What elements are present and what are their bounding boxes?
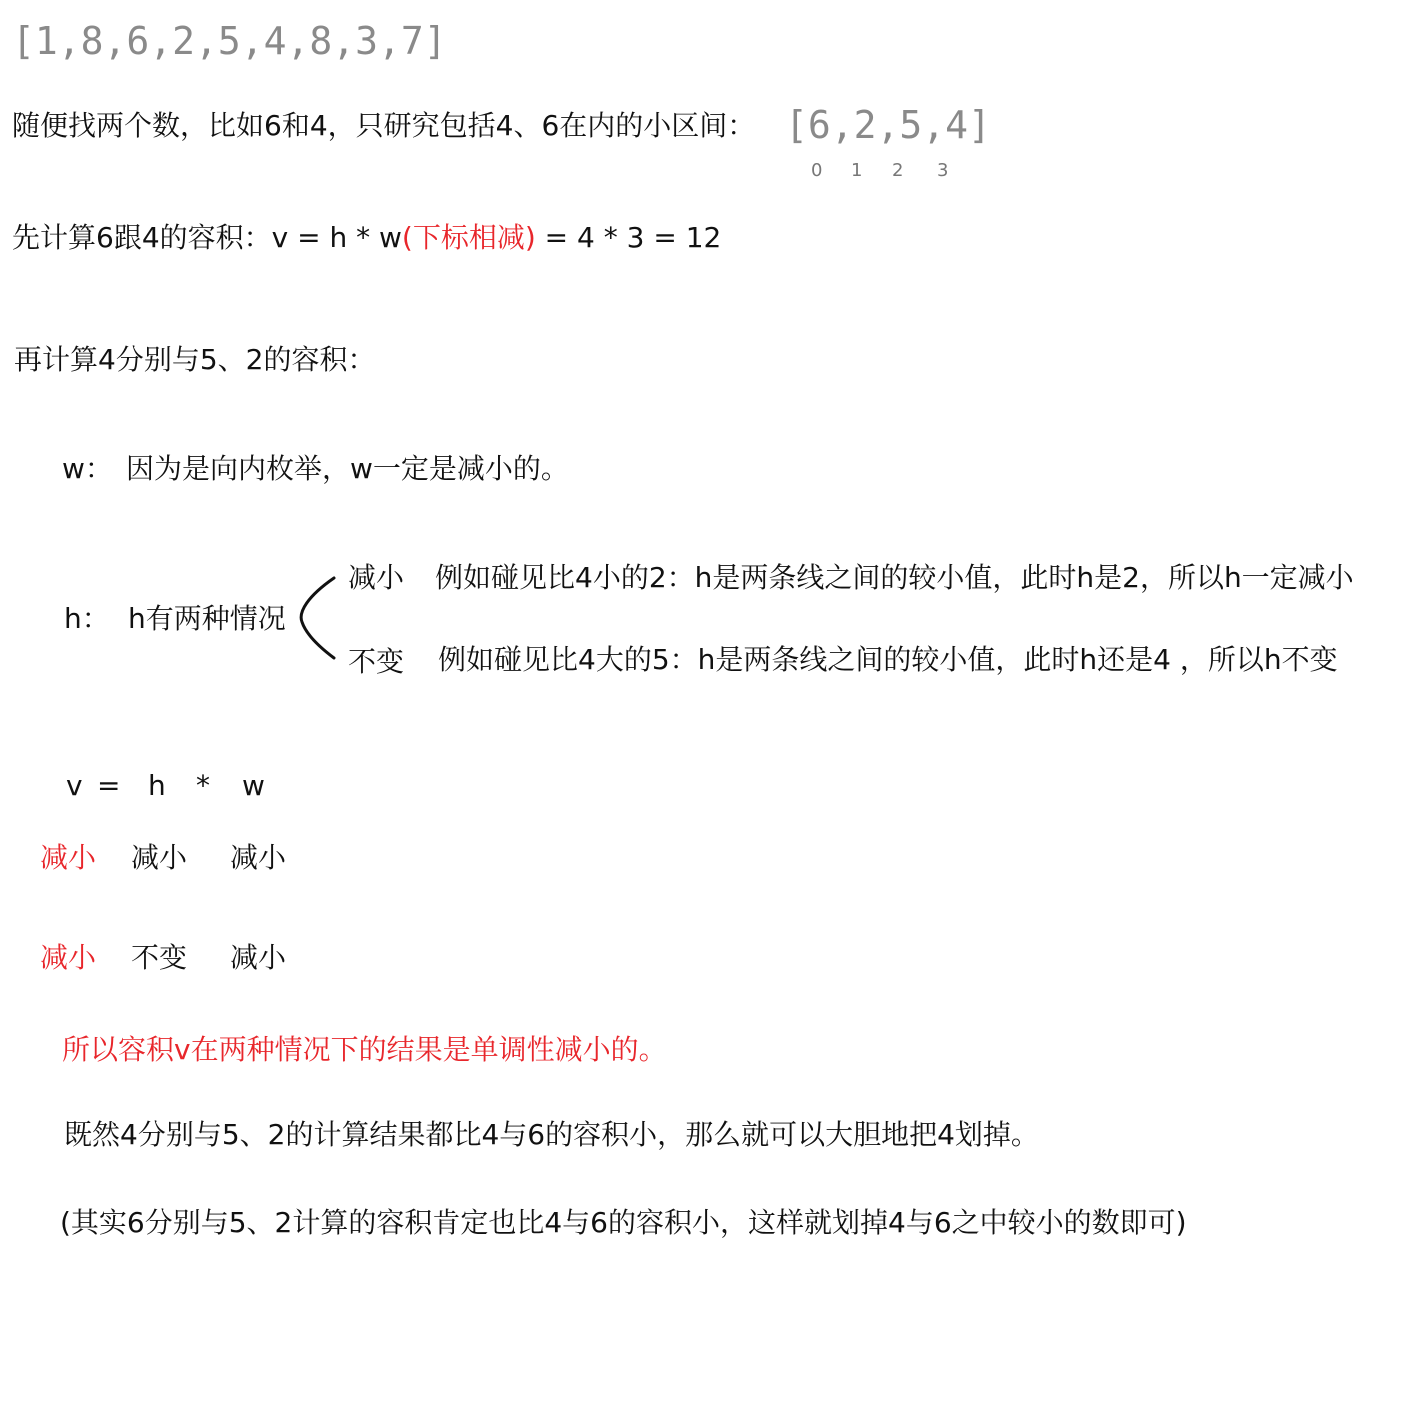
row-b-v: 减小 (40, 941, 97, 974)
index-2: 2 (892, 160, 904, 181)
sub-array: [6,2,5,4] (785, 103, 991, 147)
case1-text: 例如碰见比4小的2：h是两条线之间的较小值，此时h是2，所以h一定减小 (435, 561, 1354, 594)
line3: 再计算4分别与5、2的容积： (14, 343, 376, 376)
index-3: 3 (937, 160, 949, 181)
row-b-w: 减小 (230, 941, 287, 974)
formula-h: h (148, 769, 166, 802)
brace-icon (296, 572, 340, 664)
line2-suffix: = 4 * 3 = 12 (535, 221, 722, 254)
full-array: [1,8,6,2,5,4,8,3,7] (12, 19, 447, 63)
formula-v: v (66, 769, 83, 802)
line2-highlight: (下标相减) (401, 221, 536, 254)
case2-text: 例如碰见比4大的5：h是两条线之间的较小值，此时h还是4 ，所以h不变 (438, 643, 1338, 676)
index-0: 0 (811, 160, 823, 181)
index-1: 1 (851, 160, 863, 181)
row-b-h: 不变 (131, 941, 188, 974)
row-a-v: 减小 (40, 841, 97, 874)
conclusion-2: 既然4分别与5、2的计算结果都比4与6的容积小，那么就可以大胆地把4划掉。 (64, 1118, 1039, 1151)
conclusion-3: (其实6分别与5、2计算的容积肯定也比4与6的容积小，这样就划掉4与6之中较小的数即可) (60, 1206, 1187, 1239)
row-a-w: 减小 (230, 841, 287, 874)
case2-label: 不变 (348, 645, 405, 678)
w-text: 因为是向内枚举，w一定是减小的。 (126, 452, 569, 485)
formula-eq: = (97, 769, 121, 802)
formula-w: w (242, 769, 265, 802)
line2 (12, 221, 722, 254)
row-a-h: 减小 (131, 841, 188, 874)
conclusion-red: 所以容积v在两种情况下的结果是单调性减小的。 (62, 1033, 667, 1066)
case1-label: 减小 (348, 561, 405, 594)
h-text: h有两种情况 (128, 602, 286, 635)
w-label: w： (62, 452, 113, 485)
line1-text: 随便找两个数，比如6和4，只研究包括4、6在内的小区间： (12, 109, 756, 142)
line2-prefix: 先计算6跟4的容积：v = h * w (12, 221, 402, 254)
h-label: h： (64, 602, 110, 635)
formula-times: * (196, 769, 210, 802)
